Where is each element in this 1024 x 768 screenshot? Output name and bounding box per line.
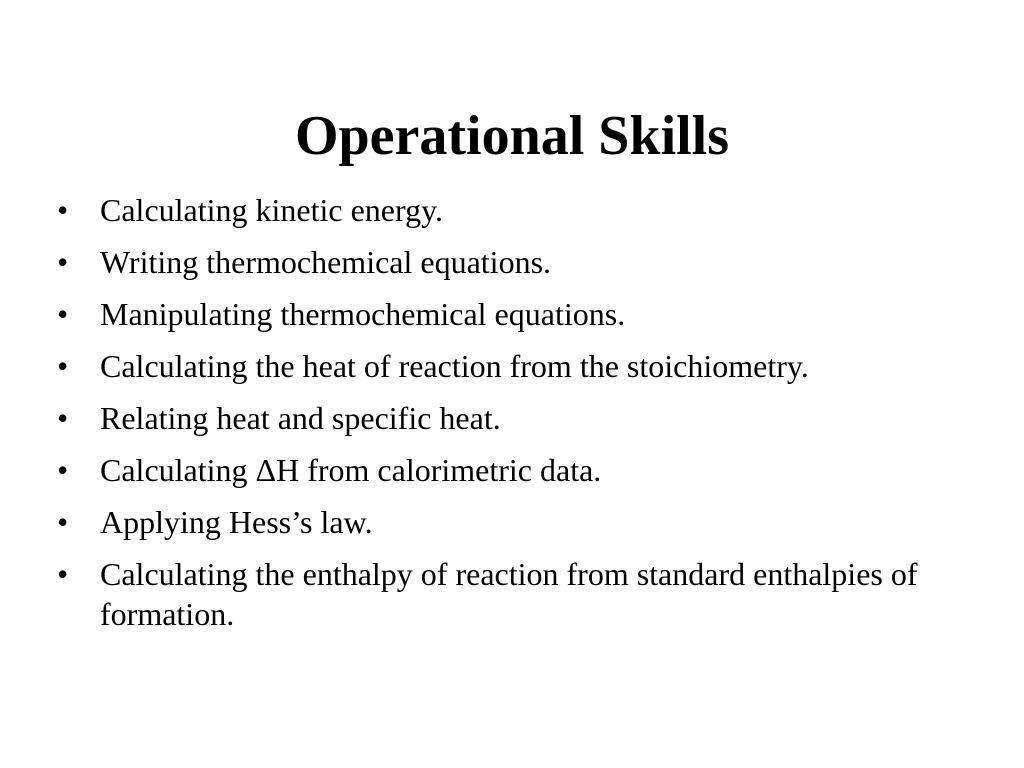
list-item	[57, 502, 957, 542]
bullet-marker: •	[57, 400, 69, 436]
list-item	[57, 242, 957, 282]
bullet-marker: •	[57, 452, 69, 488]
list-item	[57, 346, 957, 386]
list-item	[57, 450, 957, 490]
bullet-text: Calculating kinetic energy.	[100, 192, 443, 228]
bullet-marker: •	[57, 192, 69, 228]
bullet-text: Applying Hess’s law.	[100, 504, 373, 540]
bullet-marker: •	[57, 296, 69, 332]
bullet-text: Calculating the enthalpy of reaction from standard enthalpies of formation.	[100, 556, 918, 632]
bullet-marker: •	[57, 504, 69, 540]
bullet-marker: •	[57, 348, 69, 384]
bullet-list	[57, 190, 957, 646]
slide-title: Operational Skills	[294, 105, 730, 167]
list-item	[57, 398, 957, 438]
list-item	[57, 190, 957, 230]
list-item	[57, 554, 957, 634]
bullet-marker: •	[57, 244, 69, 280]
bullet-text: Relating heat and specific heat.	[100, 400, 501, 436]
bullet-text: Calculating the heat of reaction from the stoichiometry.	[100, 348, 809, 384]
list-item	[57, 294, 957, 334]
bullet-marker: •	[57, 556, 69, 592]
bullet-text: Calculating ΔH from calorimetric data.	[100, 452, 602, 488]
bullet-text: Manipulating thermochemical equations.	[100, 296, 626, 332]
bullet-text: Writing thermochemical equations.	[100, 244, 552, 280]
